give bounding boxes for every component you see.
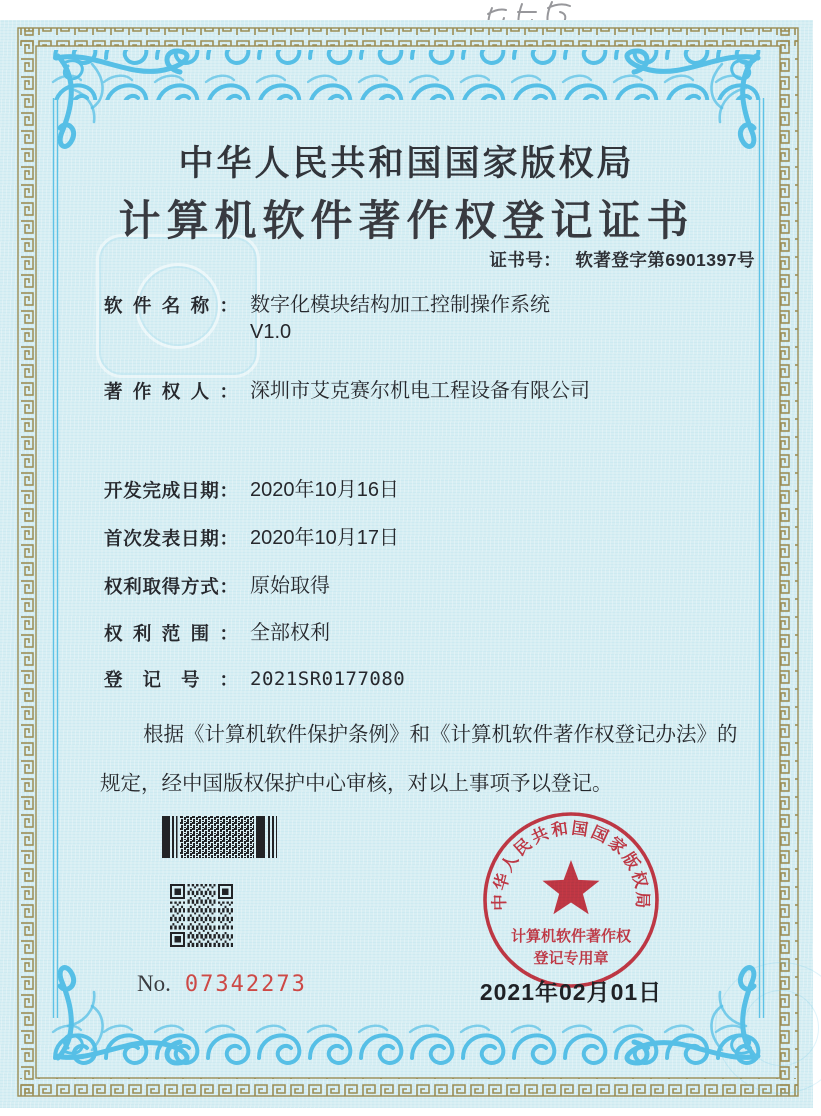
field-label: 开发完成日期： [104,480,238,501]
field-value: 深圳市艾克赛尔机电工程设备有限公司 [250,380,590,402]
field-value: 原始取得 [250,575,330,597]
field-completion-date [104,477,399,504]
field-software-name [104,292,550,346]
software-name: 数字化模块结构加工控制操作系统 [250,294,550,316]
certificate-page [0,20,813,1108]
certificate-number-value: 软著登字第6901397号 [575,250,755,270]
seal-arc-text: 中华人民共和国国家版权局 [489,818,653,911]
field-registration-number [104,666,405,693]
field-label: 软件名称： [104,295,238,316]
official-seal [471,800,671,1000]
field-value: 2020年10月17日 [250,527,399,549]
statement-line-2: 规定，经中国版权保护中心审核，对以上事项予以登记。 [100,772,613,795]
qr-code [170,884,233,947]
gold-border-bottom [18,1078,798,1096]
field-rights-scope [104,620,330,647]
guilloche-circle [743,990,819,1066]
statement-line-1: 根据《计算机软件保护条例》和《计算机软件著作权登记办法》的 [143,723,738,746]
serial-number-line [137,971,307,997]
seal-line-2: 登记专用章 [533,950,609,967]
gold-border-top [18,28,798,46]
field-label: 著作权人： [104,381,238,402]
certificate-title: 计算机软件著作权登记证书 [118,199,695,245]
serial-value: 07342273 [184,972,307,997]
field-copyright-owner [104,378,590,405]
ornament-band-top [50,50,764,100]
serial-label: No. [137,971,171,996]
field-label: 权利取得方式： [104,576,238,597]
barcode [162,815,282,859]
seal-star [542,860,599,914]
field-label: 权利范围： [104,623,238,644]
field-value: 全部权利 [250,622,330,644]
certificate-number-label: 证书号： [489,250,562,270]
field-value: 2021SR0177080 [250,668,406,690]
field-label: 登记号： [104,669,238,690]
certificate-number-line [489,247,755,272]
field-rights-acquisition [104,573,330,600]
field-first-publish-date [104,525,399,552]
seal-date: 2021年02月01日 [479,979,663,1005]
field-value: 2020年10月16日 [250,479,399,501]
registration-statement [100,710,751,808]
seal-line-1: 计算机软件著作权 [510,928,632,945]
software-version: V1.0 [250,321,292,343]
authority-title: 中华人民共和国国家版权局 [178,144,635,183]
field-value [250,292,550,346]
field-label: 首次发表日期： [104,528,238,549]
